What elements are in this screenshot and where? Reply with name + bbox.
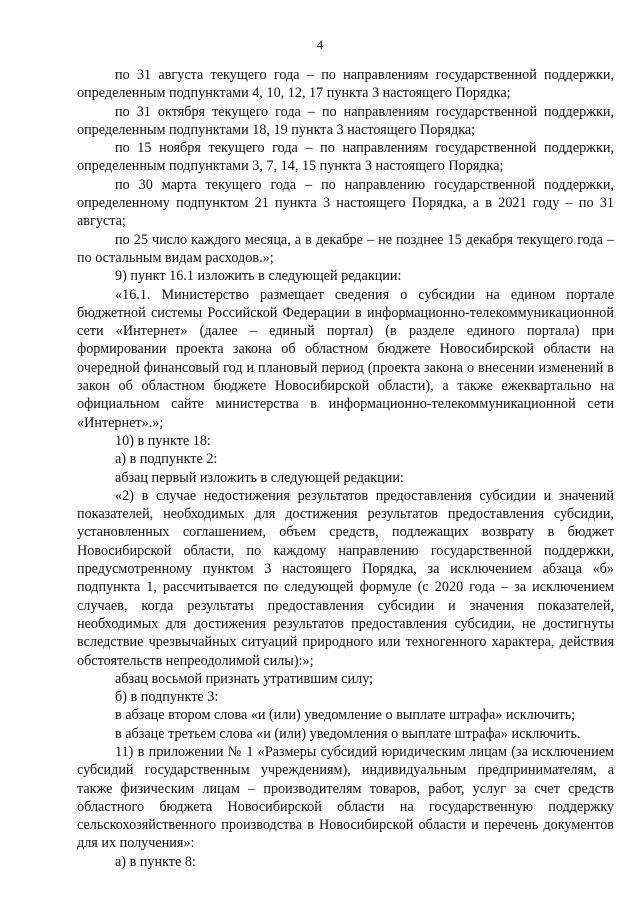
paragraph: 10) в пункте 18: — [115, 432, 211, 449]
paragraph: в абзаце третьем слова «и (или) уведомления о выплате штрафа» исключить. — [115, 725, 581, 742]
paragraph: «2) в случае недостижения результатов предоставления субсидии и значений показателей, необходимых для достижения результатов предоставления субсидии, установленных соглашением, объем средств, подлежащих возврату в бюджет Новосибирской области, по каждому направлению государственной поддержки, предусмотренному пунктом 3 настоящего Порядка, за исключением абзаца «б» подпункта 1, рассчитывается по следующей формуле (с 2020 года – за исключением случаев, когда результаты предоставления субсидии и значения показателей, необходимых для достижения результатов предоставления субсидии, не достигнуты вследствие чрезвычайных ситуаций природного или техногенного характера, действия обстоятельств непреодолимой силы):»; — [77, 487, 614, 669]
paragraph: по 30 марта текущего года – по направлению государственной поддержки, определенному подпунктом 21 пункта 3 настоящего Порядка, а в 2021 году – по 31 августа; — [77, 176, 614, 230]
paragraph: а) в пункте 8: — [115, 853, 196, 870]
paragraph: б) в подпункте 3: — [115, 689, 219, 706]
paragraph: по 31 октября текущего года – по направлениям государственной поддержки, определенным подпунктами 18, 19 пункта 3 настоящего Порядка; — [77, 103, 614, 138]
page-number: 4 — [316, 38, 324, 52]
paragraph: по 15 ноября текущего года – по направлениям государственной поддержки, определенным подпунктами 3, 7, 14, 15 пункта 3 настоящего Порядка; — [77, 140, 614, 175]
paragraph: абзац восьмой признать утратившим силу; — [115, 670, 374, 687]
paragraph: по 31 августа текущего года – по направлениям государственной поддержки, определенным подпунктами 4, 10, 12, 17 пункта 3 настоящего Порядка; — [77, 67, 614, 102]
paragraph: «16.1. Министерство размещает сведения о субсидии на едином портале бюджетной системы Российской Федерации в информационно-телекоммуникационной сети «Интернет» (далее – единый портал) (в разделе единого портала) при формировании проекта закона об областном бюджете Новосибирской области на очередной финансовый год и плановый период (проекта закона о внесении изменений в закон об областном бюджете Новосибирской области), а также ежеквартально на официальном сайте министерства в информационно-телекоммуникационной сети «Интернет».»; — [77, 286, 614, 431]
paragraph: 11) в приложении № 1 «Размеры субсидий юридическим лицам (за исключением субсидий государственным учреждениям), индивидуальным предпринимателям, а также физическим лицам – производителям товаров, работ, услуг за счет средств областного бюджета Новосибирской области на государственную поддержку сельскохозяйственного производства в Новосибирской области и перечень документов для их получения»: — [77, 743, 614, 852]
paragraph: по 25 число каждого месяца, а в декабре – не позднее 15 декабря текущего года – по остальным видам расходов.»; — [77, 231, 614, 266]
paragraph: а) в подпункте 2: — [115, 451, 218, 468]
paragraph: в абзаце втором слова «и (или) уведомление о выплате штрафа» исключить; — [115, 707, 576, 724]
document-body — [77, 66, 614, 871]
paragraph: 9) пункт 16.1 изложить в следующей редакции: — [115, 268, 402, 285]
paragraph: абзац первый изложить в следующей редакции: — [115, 469, 404, 486]
